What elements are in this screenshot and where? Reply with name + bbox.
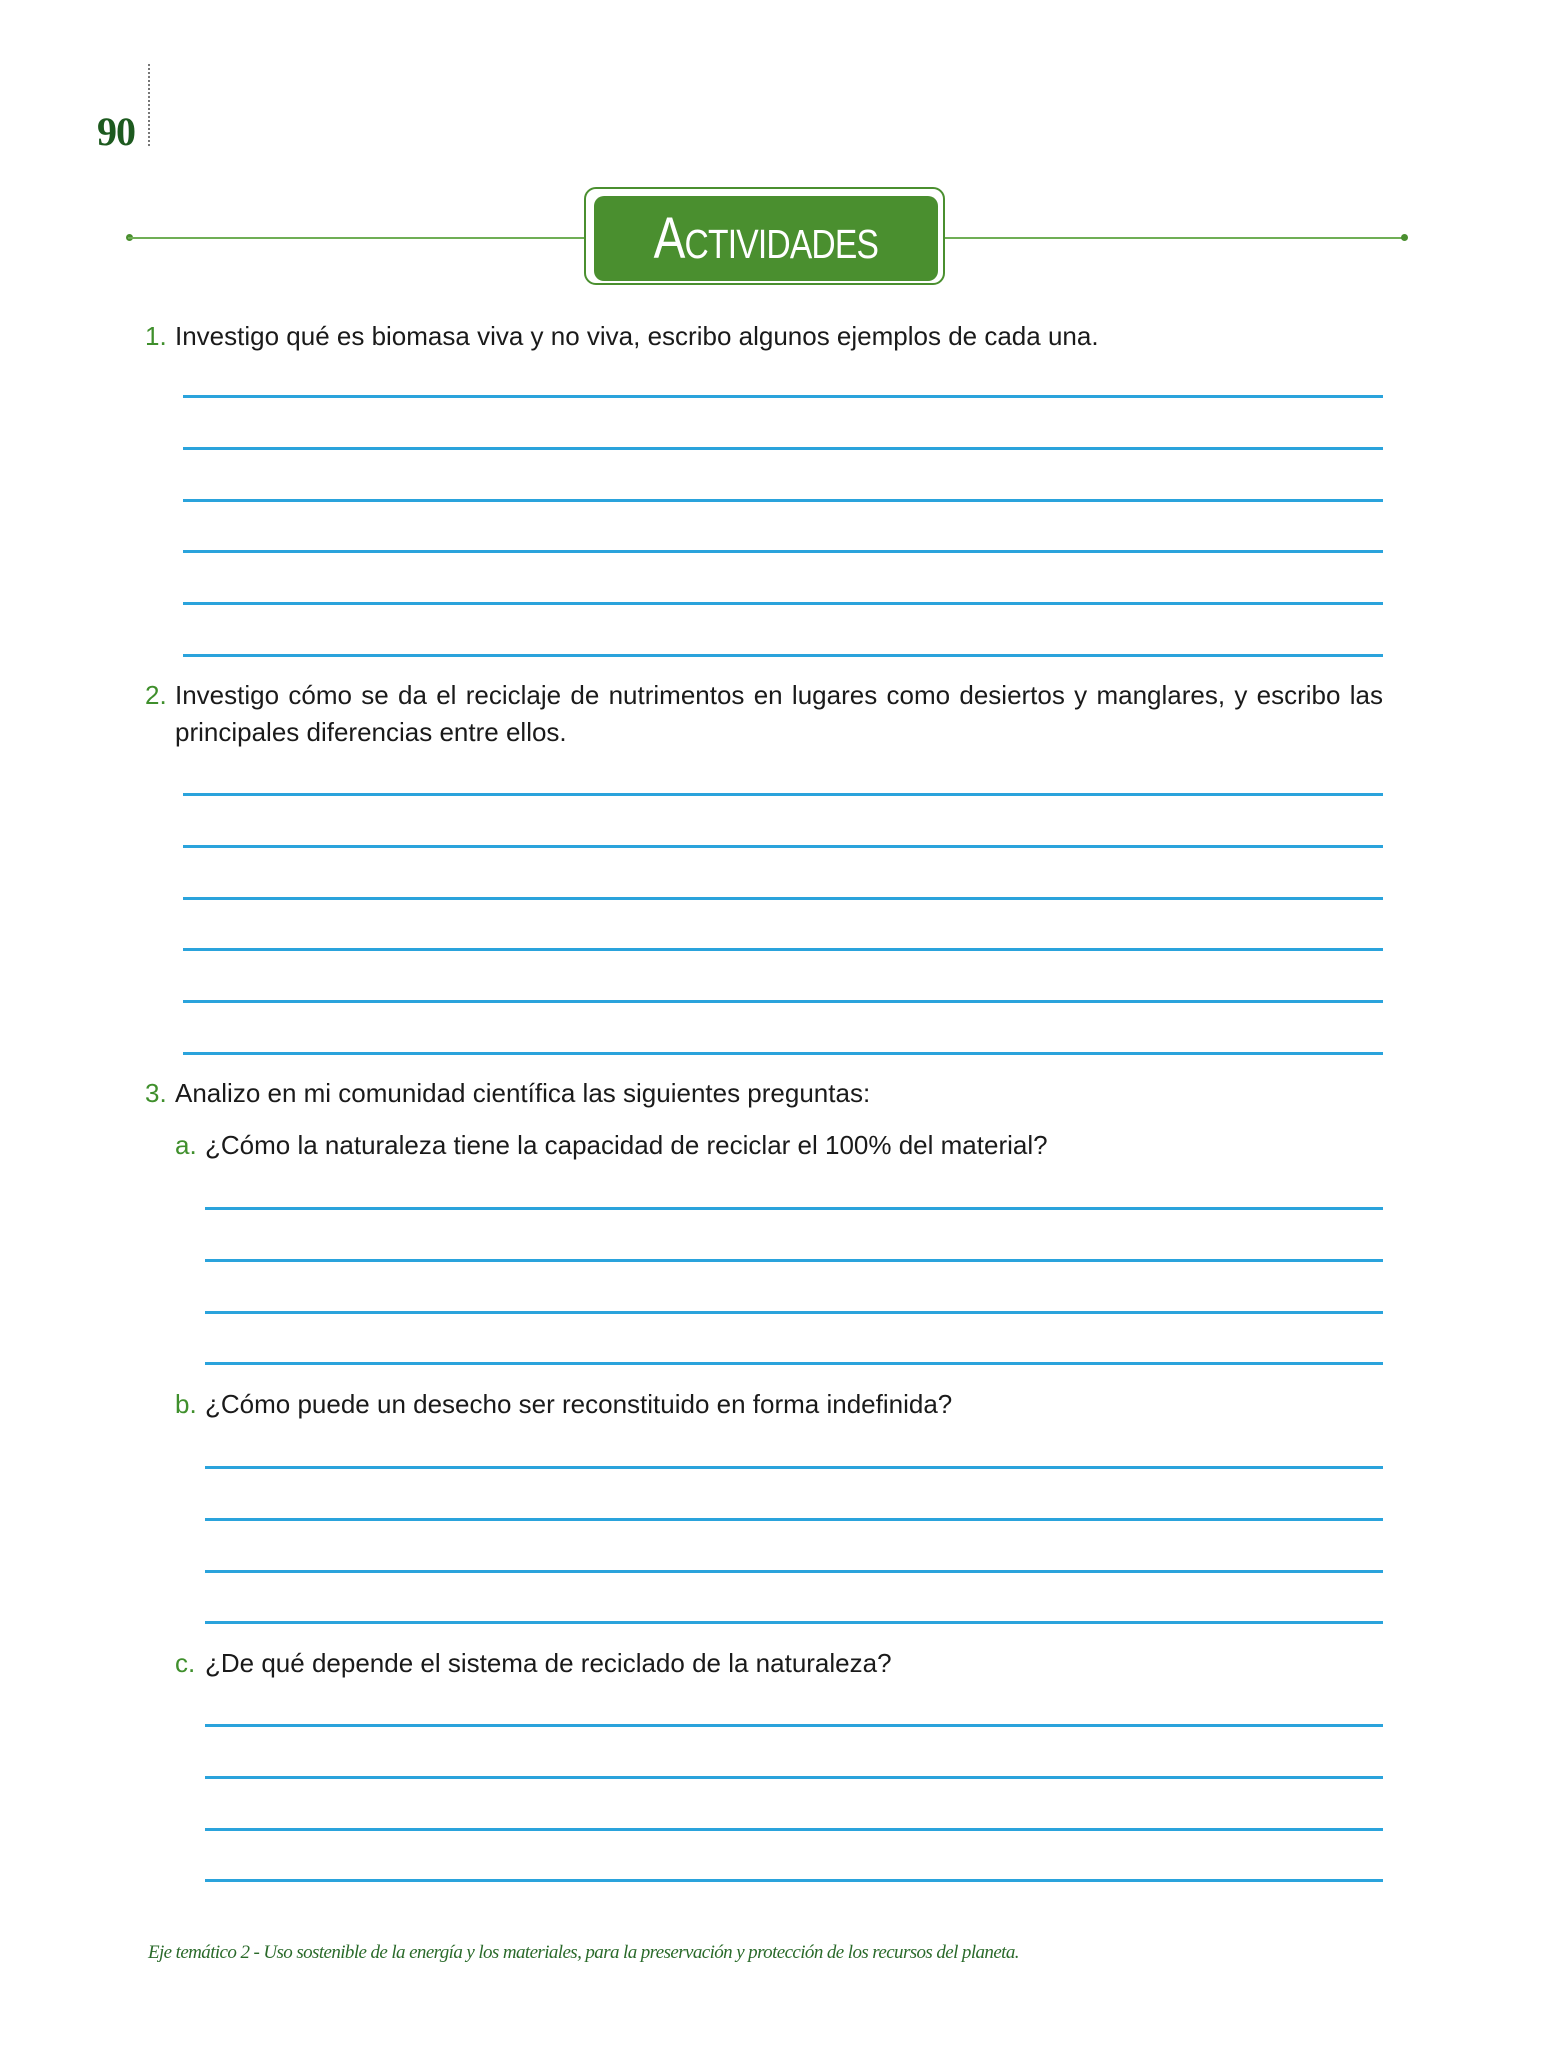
subquestion-letter: a. bbox=[175, 1130, 197, 1160]
subquestion-text: ¿Cómo la naturaleza tiene la capacidad de reciclar el 100% del material? bbox=[205, 1130, 1048, 1160]
section-badge bbox=[594, 196, 938, 281]
answer-line[interactable] bbox=[205, 1311, 1383, 1314]
answer-line[interactable] bbox=[183, 793, 1383, 796]
answer-line[interactable] bbox=[183, 948, 1383, 951]
subquestion-text: ¿Cómo puede un desecho ser reconstituido en forma indefinida? bbox=[205, 1389, 953, 1419]
answer-line[interactable] bbox=[183, 654, 1383, 657]
answer-line[interactable] bbox=[205, 1879, 1383, 1882]
answer-line[interactable] bbox=[183, 897, 1383, 900]
answer-line[interactable] bbox=[183, 499, 1383, 502]
answer-line[interactable] bbox=[205, 1776, 1383, 1779]
section-title: Actividades bbox=[653, 205, 879, 271]
answer-line[interactable] bbox=[205, 1466, 1383, 1469]
header-line-left bbox=[128, 237, 586, 239]
subquestion-letter: b. bbox=[175, 1389, 197, 1419]
question-number: 2. bbox=[145, 680, 167, 710]
answer-line[interactable] bbox=[183, 447, 1383, 450]
question-number: 3. bbox=[145, 1078, 167, 1108]
answer-line[interactable] bbox=[205, 1621, 1383, 1624]
answer-line[interactable] bbox=[205, 1570, 1383, 1573]
question-text: Investigo qué es biomasa viva y no viva, escribo algunos ejemplos de cada una. bbox=[175, 321, 1099, 351]
header-line-right bbox=[945, 237, 1405, 239]
answer-line[interactable] bbox=[183, 550, 1383, 553]
answer-line[interactable] bbox=[183, 395, 1383, 398]
answer-line[interactable] bbox=[205, 1259, 1383, 1262]
answer-line[interactable] bbox=[183, 602, 1383, 605]
answer-line[interactable] bbox=[183, 845, 1383, 848]
answer-line[interactable] bbox=[205, 1518, 1383, 1521]
header-line-end-dot bbox=[1401, 234, 1408, 241]
answer-line[interactable] bbox=[183, 1000, 1383, 1003]
question-number: 1. bbox=[145, 321, 167, 351]
subquestion-text: ¿De qué depende el sistema de reciclado de la naturaleza? bbox=[205, 1648, 892, 1678]
page-number: 90 bbox=[97, 109, 135, 154]
dotted-divider bbox=[148, 64, 150, 146]
answer-line[interactable] bbox=[205, 1724, 1383, 1727]
subquestion-letter: c. bbox=[175, 1648, 196, 1678]
answer-line[interactable] bbox=[205, 1362, 1383, 1365]
answer-line[interactable] bbox=[205, 1207, 1383, 1210]
answer-line[interactable] bbox=[205, 1828, 1383, 1831]
footer-text: Eje temático 2 - Uso sostenible de la energía y los materiales, para la preservación y protección de los recursos del planeta. bbox=[148, 1942, 1019, 1963]
question-text: Investigo cómo se da el reciclaje de nutrimentos en lugares como desiertos y manglares, y escribo las principales diferencias entre ellos. bbox=[175, 680, 1383, 747]
question-text: Analizo en mi comunidad científica las siguientes preguntas: bbox=[175, 1078, 871, 1108]
answer-line[interactable] bbox=[183, 1052, 1383, 1055]
